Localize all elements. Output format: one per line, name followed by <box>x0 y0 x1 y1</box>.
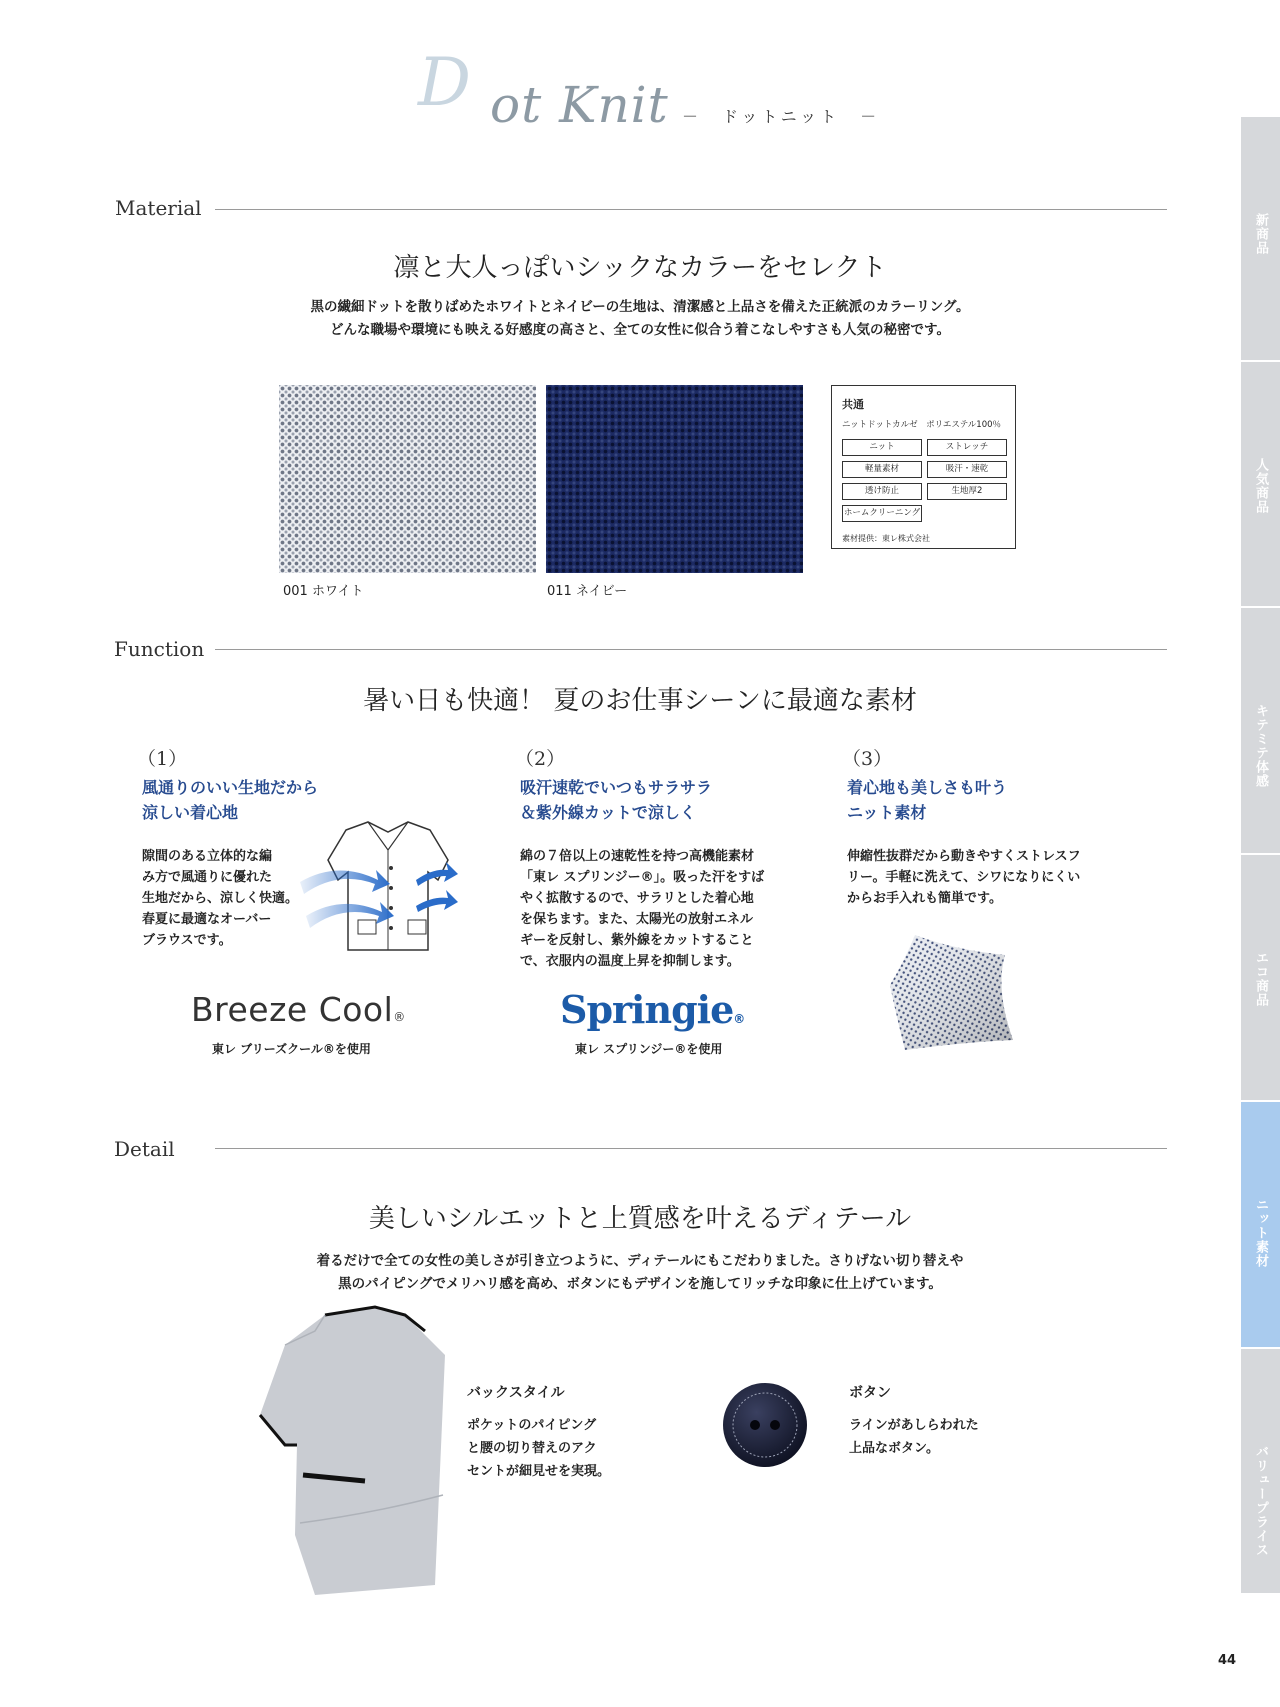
function-body-line: からお手入れも簡単です。 <box>847 891 1002 906</box>
function-body-line: で、衣服内の温度上昇を抑制します。 <box>520 954 740 969</box>
springie-logo <box>560 987 744 1032</box>
spec-box <box>831 385 1016 549</box>
detail-back-head: バックスタイル <box>467 1385 565 1401</box>
spec-tag: 生地厚2 <box>927 483 1007 500</box>
section-divider <box>215 1148 1167 1149</box>
section-label-detail: Detail <box>114 1137 175 1161</box>
swatch-white-caption: 001 ホワイト <box>283 584 364 599</box>
function-num-1: （1） <box>137 748 188 770</box>
detail-button-body <box>849 1414 979 1460</box>
function-head-line: 着心地も美しさも叶う <box>847 778 1008 797</box>
function-head-line: 風通りのいい生地だから <box>142 778 319 797</box>
function-body-3 <box>847 846 1081 909</box>
page-number: 44 <box>1218 1653 1237 1668</box>
detail-back-body <box>467 1414 610 1483</box>
spec-title: 共通 <box>842 398 864 411</box>
blouse-breeze-illustration <box>298 820 463 960</box>
detail-lead-1: 着るだけで全ての女性の美しさが引き立つように、ディテールにもこだわりました。さりげない切り替えや <box>316 1253 964 1269</box>
side-tab-label: ニット素材 <box>1253 1198 1268 1268</box>
section-divider <box>215 649 1167 650</box>
detail-body-line: ラインがあしらわれた <box>849 1418 979 1433</box>
spec-tags <box>842 439 1012 522</box>
material-heading: 凛と大人っぽいシックなカラーをセレクト <box>393 253 887 283</box>
function-num-3: （3） <box>842 748 893 770</box>
detail-body-line: と腰の切り替えのアク <box>467 1441 597 1456</box>
section-label-material: Material <box>115 196 202 220</box>
detail-heading: 美しいシルエットと上質感を叶えるディテール <box>368 1204 912 1234</box>
side-tab-value[interactable] <box>1241 1347 1280 1593</box>
side-tab-label: キテミテ体感 <box>1253 704 1268 788</box>
spec-tag: ニット <box>842 439 922 456</box>
function-head-line: ニット素材 <box>847 803 927 822</box>
spec-tag: ストレッチ <box>927 439 1007 456</box>
detail-body-line: ポケットのパイピング <box>467 1418 597 1433</box>
side-tab-kitemite[interactable] <box>1241 606 1280 853</box>
swatch-navy-image <box>546 385 803 573</box>
back-style-illustration <box>255 1295 450 1595</box>
breeze-cool-logo-text: Breeze Cool <box>191 990 394 1029</box>
function-body-line: ブラウスです。 <box>142 933 232 948</box>
detail-body-line: 上品なボタン。 <box>849 1441 939 1456</box>
spec-tag: 透け防止 <box>842 483 922 500</box>
section-divider <box>215 209 1167 210</box>
side-tab-label: バリュープライス <box>1253 1445 1268 1557</box>
side-tab-label: 新商品 <box>1253 213 1268 255</box>
function-head-line: 吸汗速乾でいつもサラサラ <box>520 778 713 797</box>
material-lead-1: 黒の繊細ドットを散りばめたホワイトとネイビーの生地は、清潔感と上品さを備えた正統派のカラーリング。 <box>310 299 970 315</box>
spec-tag: 吸汗・速乾 <box>927 461 1007 478</box>
function-body-line: 伸縮性抜群だから動きやすくストレスフ <box>847 849 1081 864</box>
swatch-navy-caption: 011 ネイビー <box>547 584 628 599</box>
function-body-line: 春夏に最適なオーバー <box>142 912 272 927</box>
spec-tag: ホームクリーニング <box>842 505 922 522</box>
function-body-line: み方で風通りに優れた <box>142 870 273 885</box>
registered-mark: ® <box>393 1010 406 1024</box>
function-body-line: 綿の７倍以上の速乾性を持つ高機能素材 <box>520 849 755 864</box>
function-head-line: 涼しい着心地 <box>142 803 239 822</box>
function-body-line: 「東レ スプリンジー®」。吸った汗をすば <box>520 870 765 885</box>
spec-tag: 軽量素材 <box>842 461 922 478</box>
spec-source: 素材提供：東レ株式会社 <box>842 534 930 543</box>
function-body-line: を保ちます。また、太陽光の放射エネル <box>520 912 753 927</box>
spec-composition: ニットドットカルゼ ポリエステル100％ <box>842 420 1002 430</box>
springie-logo-text: Springie <box>560 987 734 1032</box>
side-tab-label: エコ商品 <box>1253 951 1268 1007</box>
function-heading: 暑い日も快適！ 夏のお仕事シーンに最適な素材 <box>363 686 917 716</box>
function-body-2 <box>520 846 764 972</box>
side-tab-label: 人気商品 <box>1253 458 1268 514</box>
function-head-3 <box>847 775 1007 825</box>
swatch-white-image <box>279 385 536 573</box>
function-head-line: ＆紫外線カットで涼しく <box>520 803 696 822</box>
side-tab-eco[interactable] <box>1241 853 1280 1100</box>
breeze-cool-caption: 東レ ブリーズクール®を使用 <box>212 1042 371 1056</box>
button-illustration <box>720 1380 810 1470</box>
function-body-line: 隙間のある立体的な編 <box>142 849 273 864</box>
function-body-line: やく拡散するので、サラリとした着心地 <box>520 891 754 906</box>
page-title: ot Knit <box>490 76 669 134</box>
function-head-2 <box>520 775 712 825</box>
function-head-1 <box>142 775 318 825</box>
function-num-2: （2） <box>515 748 566 770</box>
detail-body-line: セントが細見せを実現。 <box>467 1464 611 1479</box>
function-body-1 <box>142 846 298 951</box>
fabric-swatch-illustration <box>885 930 1025 1055</box>
function-body-line: 生地だから、涼しく快適。 <box>142 891 299 906</box>
breeze-cool-logo <box>191 990 406 1029</box>
material-lead-2: どんな職場や環境にも映える好感度の高さと、全ての女性に似合う着こなしやすさも人気の秘密です。 <box>330 322 950 338</box>
page-subtitle: － ドットニット － <box>682 107 881 126</box>
title-initial: D <box>418 44 471 121</box>
function-body-line: リー。手軽に洗えて、シワになりにくい <box>847 870 1081 885</box>
detail-lead-2: 黒のパイピングでメリハリ感を高め、ボタンにもデザインを施してリッチな印象に仕上げています。 <box>338 1276 942 1292</box>
registered-mark: ® <box>733 1012 745 1026</box>
detail-button-head: ボタン <box>849 1385 891 1401</box>
side-tab-popular[interactable] <box>1241 360 1280 606</box>
section-label-function: Function <box>114 637 205 661</box>
function-body-line: ギーを反射し、紫外線をカットすること <box>520 933 754 948</box>
springie-caption: 東レ スプリンジー®を使用 <box>575 1042 723 1056</box>
